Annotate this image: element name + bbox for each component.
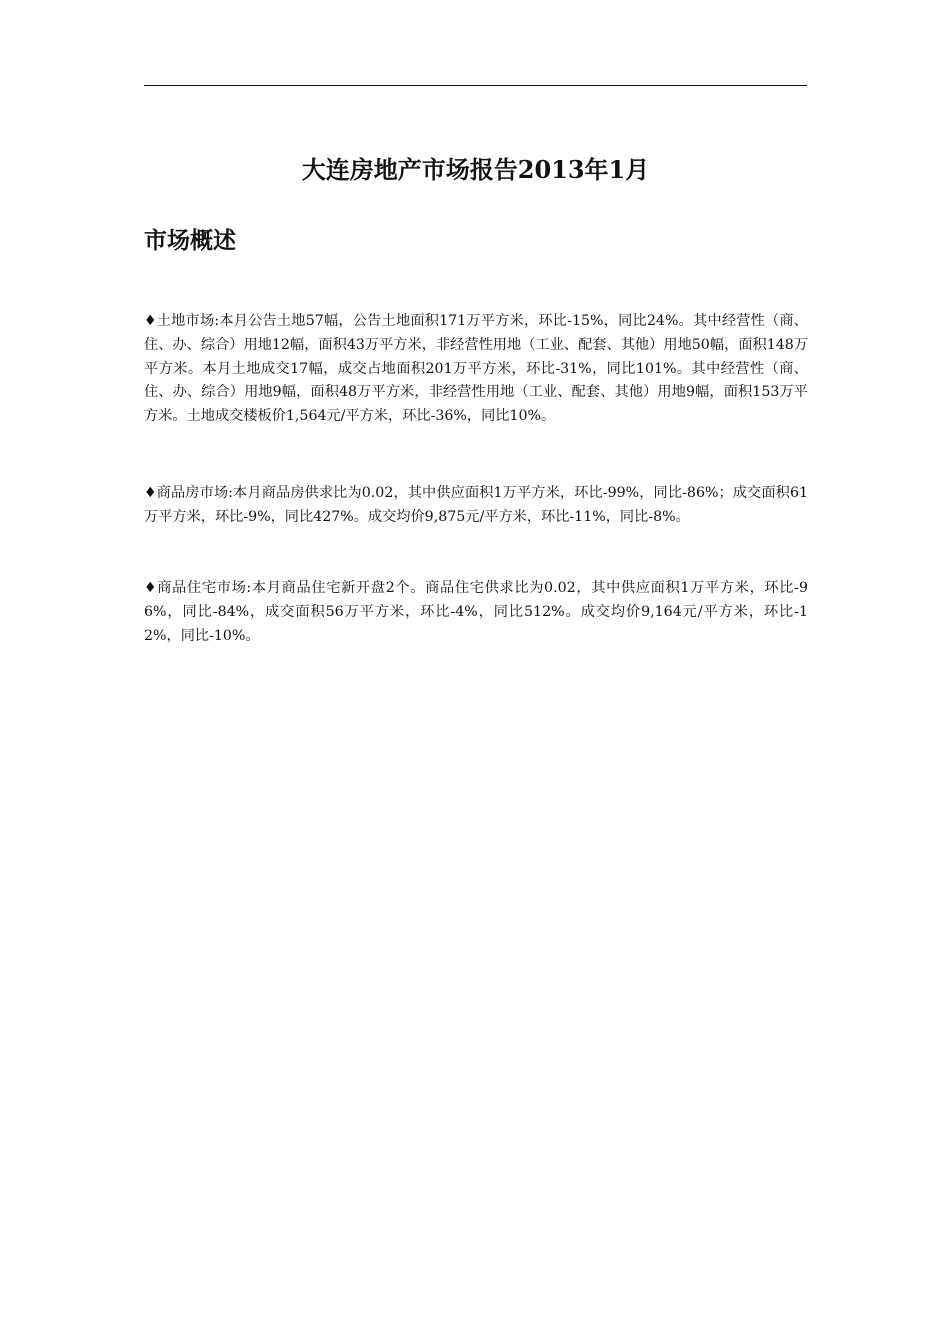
section-heading-market-overview: 市场概述 <box>144 227 236 254</box>
header-rule <box>144 85 807 86</box>
paragraph-commercial-housing-market <box>144 482 808 530</box>
paragraph-land-market <box>144 310 808 429</box>
paragraph-residential-market <box>144 577 808 648</box>
diamond-bullet-icon: ♦ <box>144 313 157 329</box>
paragraph-text: 土地市场:本月公告土地57幅，公告土地面积171万平方米，环比-15%，同比24%。其中经营性（商、住、办、综合）用地12幅，面积43万平方米，非经营性用地（工业、配套、其他）用地50幅，面积148万平方米。本月土地成交17幅，成交占地面积201万平方米，环比-31%，同比101%。其中经营性（商、住、办、综合）用地9幅，面积48万平方米，非经营性用地（工业、配套、其他）用地9幅，面积153万平方米。土地成交楼板价1,564元/平方米，环比-36%，同比10%。 <box>144 313 808 425</box>
diamond-bullet-icon: ♦ <box>144 580 158 596</box>
paragraph-text: 商品房市场:本月商品房供求比为0.02，其中供应面积1万平方米，环比-99%，同比-86%；成交面积61万平方米，环比-9%，同比427%。成交均价9,875元/平方米，环比-11%，同比-8%。 <box>144 485 808 525</box>
document-title: 大连房地产市场报告2013年1月 <box>301 155 650 184</box>
diamond-bullet-icon: ♦ <box>144 485 157 501</box>
paragraph-text: 商品住宅市场:本月商品住宅新开盘2个。商品住宅供求比为0.02，其中供应面积1万平方米，环比-96%，同比-84%，成交面积56万平方米，环比-4%，同比512%。成交均价9,164元/平方米，环比-12%，同比-10%。 <box>144 580 808 644</box>
